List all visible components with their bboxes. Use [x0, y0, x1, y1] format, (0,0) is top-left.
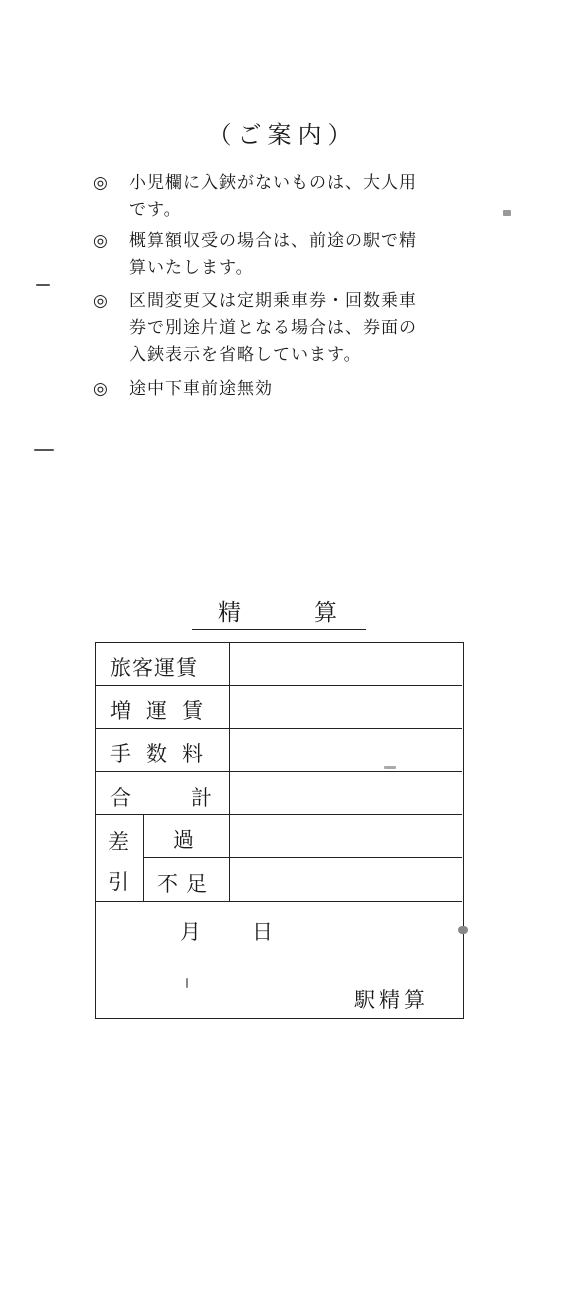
notice-line: 入鋏表示を省略しています。: [129, 345, 362, 365]
total-char: 合: [110, 786, 131, 810]
notice-title: （ご案内）: [207, 121, 358, 149]
notice-line: 途中下車前途無効: [129, 379, 273, 399]
double-circle-icon: ◎: [93, 291, 109, 311]
scan-speck: [36, 284, 50, 286]
scan-speck: [186, 978, 188, 988]
fare-label: 旅客運賃: [110, 656, 198, 680]
fee-char: 料: [182, 742, 203, 766]
notice-item-1: [93, 170, 493, 224]
scan-speck: [384, 766, 396, 769]
station-settlement-label: 駅精算: [354, 988, 429, 1012]
notice-line: 小児欄に入鋏がないものは、大人用: [129, 173, 417, 193]
scan-speck: [503, 210, 511, 216]
double-circle-icon: ◎: [93, 173, 109, 193]
settlement-title-left: 精: [218, 600, 241, 626]
fee-label: [110, 738, 203, 768]
fee-char: 手: [110, 742, 131, 766]
settlement-form: [95, 642, 464, 1019]
notice-line: 概算額収受の場合は、前途の駅で精: [129, 231, 417, 251]
notice-item-4: [93, 376, 493, 403]
scan-speck: [34, 449, 54, 451]
diff-label-top: 差: [108, 830, 129, 854]
settlement-title-right: 算: [314, 600, 337, 626]
extra-fare-char: 増: [110, 699, 131, 723]
fee-char: 数: [146, 742, 167, 766]
notice-line: です。: [129, 200, 182, 220]
excess-label: 過: [173, 828, 194, 852]
double-circle-icon: ◎: [93, 379, 109, 399]
extra-fare-char: 賃: [182, 699, 203, 723]
extra-fare-label: [110, 695, 203, 725]
total-char: 計: [191, 786, 212, 810]
scan-speck: [458, 926, 468, 934]
notice-line: 区間変更又は定期乗車券・回数乗車: [129, 291, 417, 311]
notice-line: 算いたします。: [129, 258, 254, 278]
notice-item-3: [93, 288, 493, 369]
total-label: [110, 782, 212, 812]
shortage-label: 不足: [157, 872, 215, 896]
notice-line: 券で別途片道となる場合は、券面の: [129, 318, 417, 338]
day-label: 日: [252, 920, 273, 944]
double-circle-icon: ◎: [93, 231, 109, 251]
diff-label-bottom: 引: [108, 870, 129, 894]
month-label: 月: [180, 920, 201, 944]
settlement-title: [192, 594, 366, 630]
extra-fare-char: 運: [146, 699, 167, 723]
notice-item-2: [93, 228, 493, 282]
